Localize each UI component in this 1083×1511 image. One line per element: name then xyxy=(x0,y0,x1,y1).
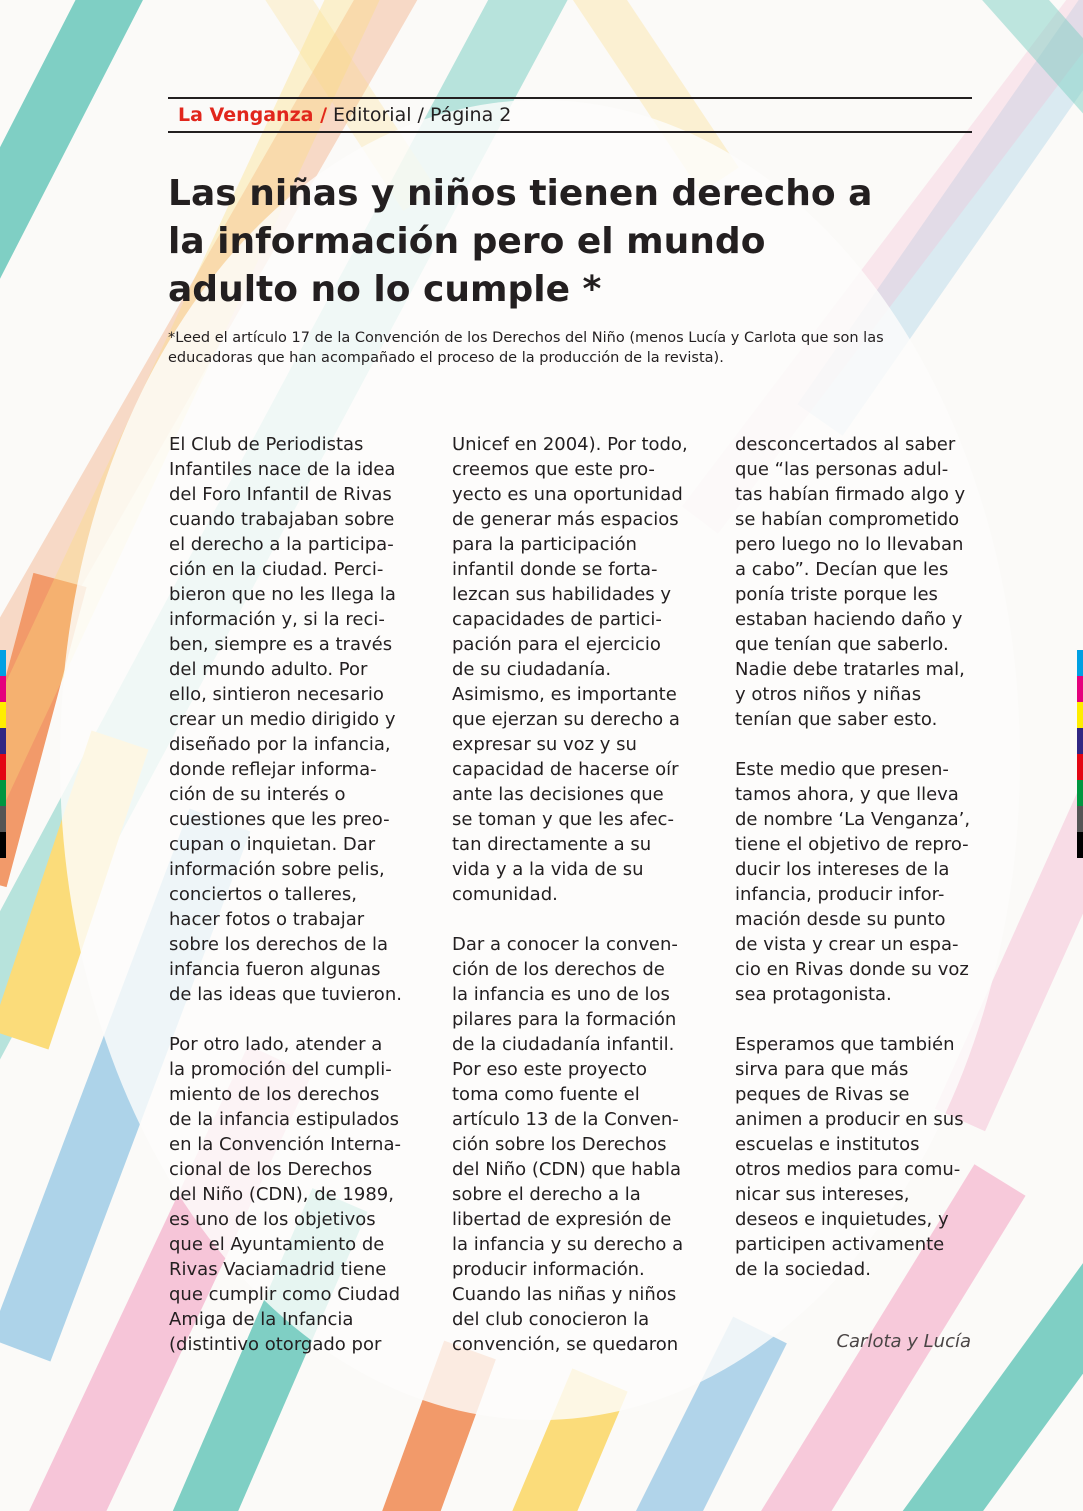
text-line: en la Convención Interna- xyxy=(169,1134,401,1155)
title-line: Las niñas y niños tienen derecho a xyxy=(168,173,873,214)
text-line: ción de los derechos de xyxy=(452,959,665,980)
magazine-name: La Venganza / xyxy=(178,104,328,126)
text-column-2 xyxy=(452,432,712,1357)
text-line: sobre los derechos de la xyxy=(169,934,388,955)
text-line: donde reflejar informa- xyxy=(169,759,377,780)
text-line: ducir los intereses de la xyxy=(735,859,950,880)
text-line: capacidades de partici- xyxy=(452,609,662,630)
text-line: nicar sus intereses, xyxy=(735,1184,910,1205)
paragraph xyxy=(735,432,995,732)
paragraph xyxy=(169,1032,429,1357)
text-line: Amiga de la Infancia xyxy=(169,1309,354,1330)
section-label: Editorial / Página 2 xyxy=(327,104,512,126)
text-line: a cabo”. Decían que les xyxy=(735,559,949,580)
text-line: cupan o inquietan. Dar xyxy=(169,834,376,855)
text-line: hacer fotos o trabajar xyxy=(169,909,365,930)
paragraph xyxy=(169,432,429,1007)
text-line: cuestiones que les preo- xyxy=(169,809,390,830)
text-line: de vista y crear un espa- xyxy=(735,934,959,955)
text-line: artículo 13 de la Conven- xyxy=(452,1109,679,1130)
paragraph xyxy=(735,1032,995,1282)
text-line: que tenían que saberlo. xyxy=(735,634,949,655)
text-line: Esperamos que también xyxy=(735,1034,955,1055)
text-line: desconcertados al saber xyxy=(735,434,956,455)
text-line: que ejerzan su derecho a xyxy=(452,709,680,730)
text-line: Por otro lado, atender a xyxy=(169,1034,383,1055)
footnote xyxy=(168,328,958,368)
text-line: se toman y que les afec- xyxy=(452,809,674,830)
text-line: ello, sintieron necesario xyxy=(169,684,384,705)
text-line: libertad de expresión de xyxy=(452,1209,672,1230)
text-line: Este medio que presen- xyxy=(735,759,949,780)
text-line: que “las personas adul- xyxy=(735,459,949,480)
text-line: que el Ayuntamiento de xyxy=(169,1234,385,1255)
text-line: Cuando las niñas y niños xyxy=(452,1284,677,1305)
text-line: vida y a la vida de su xyxy=(452,859,644,880)
text-line: tan directamente a su xyxy=(452,834,652,855)
article-title xyxy=(168,170,873,314)
text-line: conciertos o talleres, xyxy=(169,884,357,905)
footnote-line: *Leed el artículo 17 de la Convención de los Derechos del Niño (menos Lucía y Carlota que son las xyxy=(168,330,884,346)
footnote-line: educadoras que han acompañado el proceso de la producción de la revista). xyxy=(168,350,724,366)
text-line: la promoción del cumpli- xyxy=(169,1059,392,1080)
text-line: otros medios para comu- xyxy=(735,1159,961,1180)
text-line: para la participación xyxy=(452,534,637,555)
author-signature: Carlota y Lucía xyxy=(836,1331,971,1352)
text-line: y otros niños y niñas xyxy=(735,684,922,705)
text-line: ción en la ciudad. Perci- xyxy=(169,559,384,580)
text-line: de las ideas que tuvieron. xyxy=(169,984,402,1005)
text-line: cio en Rivas donde su voz xyxy=(735,959,969,980)
text-line: Asimismo, es importante xyxy=(452,684,677,705)
text-line: convención, se quedaron xyxy=(452,1334,679,1355)
text-line: pación para el ejercicio xyxy=(452,634,661,655)
text-line: cuando trabajaban sobre xyxy=(169,509,395,530)
text-line: yecto es una oportunidad xyxy=(452,484,683,505)
text-line: ante las decisiones que xyxy=(452,784,664,805)
text-line: ción de su interés o xyxy=(169,784,346,805)
text-line: comunidad. xyxy=(452,884,558,905)
text-line: peques de Rivas se xyxy=(735,1084,910,1105)
text-line: deseos e inquietudes, y xyxy=(735,1209,949,1230)
text-line: ben, siempre es a través xyxy=(169,634,393,655)
text-line: infancia fueron algunas xyxy=(169,959,381,980)
text-line: Dar a conocer la conven- xyxy=(452,934,678,955)
text-line: estaban haciendo daño y xyxy=(735,609,963,630)
text-line: Por eso este proyecto xyxy=(452,1059,647,1080)
text-line: de la infancia estipulados xyxy=(169,1109,400,1130)
text-line: sobre el derecho a la xyxy=(452,1184,641,1205)
text-line: del Foro Infantil de Rivas xyxy=(169,484,392,505)
text-line: de la ciudadanía infantil. xyxy=(452,1034,675,1055)
text-line: ponía triste porque les xyxy=(735,584,938,605)
text-column-3 xyxy=(735,432,995,1282)
text-line: sea protagonista. xyxy=(735,984,892,1005)
text-line: miento de los derechos xyxy=(169,1084,380,1105)
text-line: el derecho a la participa- xyxy=(169,534,394,555)
text-line: infantil donde se forta- xyxy=(452,559,658,580)
text-line: participen activamente xyxy=(735,1234,945,1255)
text-line: es uno de los objetivos xyxy=(169,1209,376,1230)
text-line: tiene el objetivo de repro- xyxy=(735,834,969,855)
text-line: escuelas e institutos xyxy=(735,1134,920,1155)
text-line: lezcan sus habilidades y xyxy=(452,584,672,605)
text-line: capacidad de hacerse oír xyxy=(452,759,679,780)
text-line: información sobre pelis, xyxy=(169,859,385,880)
text-line: que cumplir como Ciudad xyxy=(169,1284,401,1305)
text-line: pilares para la formación xyxy=(452,1009,677,1030)
title-line: la información pero el mundo xyxy=(168,221,766,262)
text-line: pero luego no lo llevaban xyxy=(735,534,964,555)
text-line: cional de los Derechos xyxy=(169,1159,373,1180)
paragraph xyxy=(452,932,712,1357)
title-line: adulto no lo cumple * xyxy=(168,269,602,310)
text-line: producir información. xyxy=(452,1259,645,1280)
text-line: la infancia y su derecho a xyxy=(452,1234,684,1255)
text-line: tamos ahora, y que lleva xyxy=(735,784,959,805)
text-line: de generar más espacios xyxy=(452,509,679,530)
text-line: animen a producir en sus xyxy=(735,1109,964,1130)
text-line: del Niño (CDN) que habla xyxy=(452,1159,682,1180)
text-line: El Club de Periodistas xyxy=(169,434,364,455)
text-line: de la sociedad. xyxy=(735,1259,871,1280)
text-line: Rivas Vaciamadrid tiene xyxy=(169,1259,387,1280)
text-line: Unicef en 2004). Por todo, xyxy=(452,434,688,455)
text-line: toma como fuente el xyxy=(452,1084,640,1105)
text-line: del mundo adulto. Por xyxy=(169,659,368,680)
text-column-1 xyxy=(169,432,429,1357)
text-line: sirva para que más xyxy=(735,1059,909,1080)
text-line: creemos que este pro- xyxy=(452,459,655,480)
running-header xyxy=(168,97,972,133)
text-line: bieron que no les llega la xyxy=(169,584,396,605)
text-line: crear un medio dirigido y xyxy=(169,709,396,730)
text-line: infancia, producir infor- xyxy=(735,884,945,905)
text-line: la infancia es uno de los xyxy=(452,984,670,1005)
text-line: ción sobre los Derechos xyxy=(452,1134,667,1155)
text-line: Nadie debe tratarles mal, xyxy=(735,659,965,680)
text-line: expresar su voz y su xyxy=(452,734,637,755)
text-line: diseñado por la infancia, xyxy=(169,734,391,755)
text-line: se habían comprometido xyxy=(735,509,960,530)
text-line: del Niño (CDN), de 1989, xyxy=(169,1184,394,1205)
text-line: del club conocieron la xyxy=(452,1309,650,1330)
text-line: (distintivo otorgado por xyxy=(169,1334,382,1355)
text-line: tenían que saber esto. xyxy=(735,709,938,730)
text-line: de nombre ‘La Venganza’, xyxy=(735,809,971,830)
text-line: de su ciudadanía. xyxy=(452,659,612,680)
paragraph xyxy=(735,757,995,1007)
paragraph xyxy=(452,432,712,907)
text-line: información y, si la reci- xyxy=(169,609,385,630)
text-line: Infantiles nace de la idea xyxy=(169,459,396,480)
text-line: tas habían firmado algo y xyxy=(735,484,966,505)
text-line: mación desde su punto xyxy=(735,909,946,930)
